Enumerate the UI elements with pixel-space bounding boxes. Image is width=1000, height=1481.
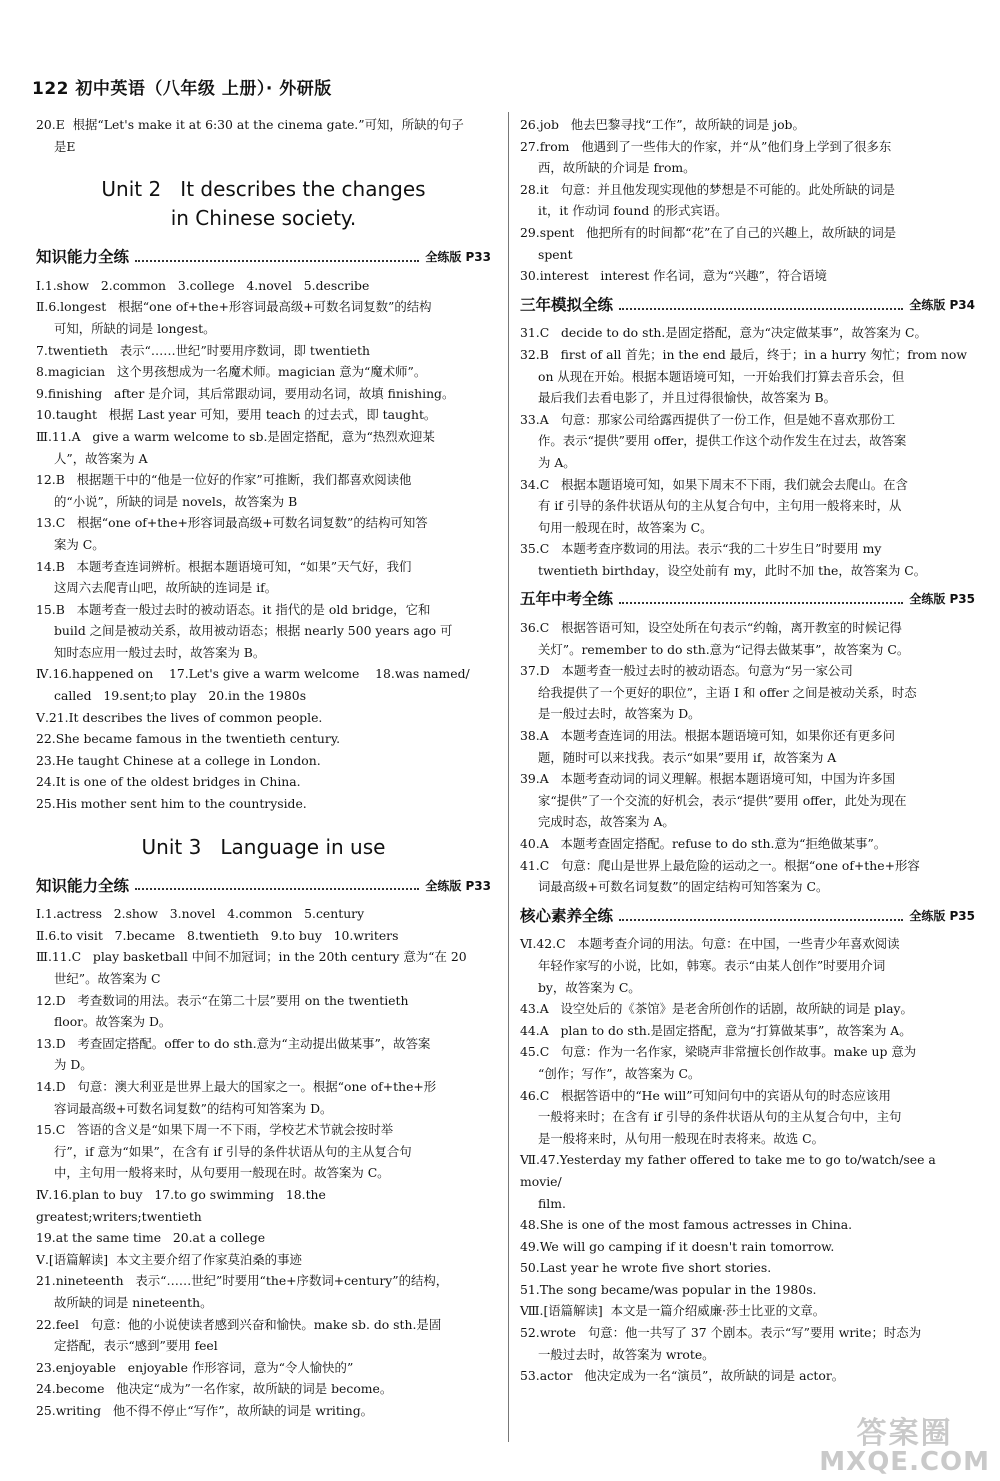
section-title: 知识能力全练 [36,876,130,895]
text-line: film. [538,1195,566,1211]
text-line: 12.D 考查数词的用法。表示“在第二十层”要用 on the twentieth [36,992,409,1008]
text-line: Unit 2 It describes the changes [101,177,426,202]
section-header-knowledge-1 [36,247,491,269]
text-line: it，it 作动词 found 的形式宾语。 [538,203,728,219]
text-line: 28.it 句意：并且他发现实现他的梦想是不可能的。此处所缺的词是 [520,181,896,197]
text-line: 27.from 他遇到了一些伟大的作家，并“从”他们身上学到了很多东 [520,138,892,154]
text-line: Ⅷ.[语篇解读] 本文是一篇介绍威廉·莎士比亚的文章。 [520,1303,826,1319]
watermark-line1: 答案圈 [856,1416,953,1451]
text-line: 定搭配，表示“感到”要用 feel [54,1338,218,1354]
text-line: in Chinese society. [170,206,357,231]
dotted-leader [619,308,903,310]
text-line: Ⅰ.1.show 2.common 3.college 4.novel 5.describe [36,277,370,293]
dotted-leader [619,602,903,604]
text-line: spent [538,246,573,262]
text-line: 38.A 本题考查连词的用法。根据本题语境可知，如果你还有更多问 [520,728,896,744]
text-line: 14.B 本题考查连词辨析。根据本题语境可知，“如果”天气好，我们 [36,558,412,574]
text-line: 14.D 句意：澳大利亚是世界上最大的国家之一。根据“one of+the+形 [36,1078,437,1094]
text-line: 20.E 根据“Let's make it at 6:30 at the cinema gate.”可知，所缺的句子 [36,117,464,132]
text-line: Ⅴ.21.It describes the lives of common people. [36,709,323,725]
text-line: 21.nineteenth 表示“……世纪”时要用“the+序数词+century”的结构， [36,1273,449,1289]
text-line: 完成时态，故答案为 A。 [538,814,675,830]
watermark-line2: MXQE.COM [819,1447,990,1477]
text-line: 30.interest interest 作名词，意为“兴趣”，符合语境 [520,268,827,284]
text-line: 9.finishing after 是介词，其后常跟动词，要用动名词，故填 finishing。 [36,385,455,401]
section-header-core [520,906,975,928]
text-line: 35.C 本题考查序数词的用法。表示“我的二十岁生日”时要用 my [520,541,882,557]
text-line: Ⅲ.11.A give a warm welcome to sb.是固定搭配，意为“热烈欢迎某 [36,428,435,444]
section-title: 知识能力全练 [36,248,130,267]
text-line: 是E [54,138,76,154]
left-top-block [36,114,491,157]
text-line: 一般将来时；在含有 if 引导的条件状语从句的主从复合句中，主句 [538,1109,902,1125]
text-line: 世纪”。故答案为 C [54,971,161,986]
text-line: build 之间是被动关系，故用被动语态；根据 nearly 500 years ago 可 [54,623,453,639]
section-page: 全练版 P33 [425,878,491,893]
text-line: 36.C 根据答语可知，设空处所在句表示“约翰，离开教室的时候记得 [520,620,902,636]
text-line: 41.C 句意：爬山是世界上最危险的运动之一。根据“one of+the+形容 [520,857,920,873]
right-top-block [520,114,975,287]
text-line: 13.C 根据“one of+the+形容词最高级+可数名词复数”的结构可知答 [36,515,428,531]
text-line: 45.C 句意：作为一名作家，梁晓声非常擅长创作故事。make up 意为 [520,1044,917,1060]
text-line: 23.enjoyable enjoyable 作形容词，意为“令人愉快的” [36,1359,354,1375]
section-title: 核心素养全练 [520,906,614,925]
text-line: 24.It is one of the oldest bridges in China. [36,774,301,790]
text-line: Ⅶ.47.Yesterday my father offered to take me to go to/watch/see a movie/ [520,1152,940,1189]
text-line: Ⅱ.6.longest 根据“one of+the+形容词最高级+可数名词复数”的结构 [36,299,432,315]
text-line: 53.actor 他决定成为一名“演员”，故所缺的词是 actor。 [520,1368,845,1384]
text-line: 年轻作家写的小说，比如，韩寒。表示“由某人创作”时要用介词 [538,957,886,973]
text-line: 26.job 他去巴黎寻找“工作”，故所缺的词是 job。 [520,117,805,132]
text-line: 22.feel 句意：他的小说使读者感到兴奋和愉快。make sb. do sth.是固 [36,1316,442,1332]
text-line: 23.He taught Chinese at a college in London. [36,752,321,768]
text-line: 24.become 他决定“成为”一名作家，故所缺的词是 become。 [36,1381,393,1397]
text-line: 29.spent 他把所有的时间都“花”在了自己的兴趣上，故所缺的词是 [520,224,897,240]
text-line: 46.C 根据答语中的“He will”可知问句中的宾语从句的时态应该用 [520,1087,891,1103]
page-header: 122 初中英语（八年级 上册）· 外研版 [32,79,332,99]
text-line: 44.A plan to do sth.是固定搭配，意为“打算做某事”，故答案为 A。 [520,1022,912,1038]
dotted-leader [135,888,419,890]
text-line: 39.A 本题考查动词的词义理解。根据本题语境可知，中国为许多国 [520,771,896,787]
text-line: 40.A 本题考查固定搭配。refuse to do sth.意为“拒绝做某事”。 [520,836,887,851]
text-line: 48.She is one of the most famous actresses in China. [520,1217,853,1233]
section-body-knowledge-2 [36,903,491,1421]
section-title: 五年中考全练 [520,590,614,609]
text-line: 19.at the same time 20.at a college [36,1230,266,1246]
text-line: 15.B 本题考查一般过去时的被动语态。it 指代的是 old bridge，它和 [36,601,431,617]
section-page: 全练版 P34 [909,297,975,312]
section-body-knowledge-1 [36,275,491,815]
text-line: 一般过去时，故答案为 wrote。 [538,1346,715,1362]
text-line: 家“提供”了一个交流的好机会，表示“提供”要用 offer，此处为现在 [538,792,907,808]
text-line: 可知，所缺的词是 longest。 [54,320,216,336]
text-line: 22.She became famous in the twentieth century. [36,731,341,747]
text-line: 词最高级+可数名词复数”的固定结构可知答案为 C。 [538,879,829,895]
text-line: twentieth birthday，设空处前有 my，此时不加 the，故答案为 C。 [538,562,927,578]
text-line: 50.Last year he wrote five short stories. [520,1260,772,1276]
section-body-five-year [520,617,975,898]
text-line: 33.A 句意：那家公司给露西提供了一份工作，但是她不喜欢那份工 [520,411,896,427]
text-line: Ⅴ.[语篇解读] 本文主要介绍了作家莫泊桑的事迹 [36,1251,302,1267]
text-line: by，故答案为 C。 [538,979,641,995]
text-line: 有 if 引导的条件状语从句的主从复合句中，主句用一般将来时，从 [538,498,902,514]
text-line: 7.twentieth 表示“……世纪”时要用序数词，即 twentieth [36,342,370,358]
text-line: 关灯”。remember to do sth.意为“记得去做某事”，故答案为 C。 [538,641,910,657]
text-line: Ⅲ.11.C play basketball 中间不加冠词；in the 20th century 意为“在 20 [36,949,467,965]
section-page: 全练版 P35 [909,592,975,607]
text-line: “创作；写作”，故答案为 C。 [538,1065,701,1081]
text-line: 中，主句用一般将来时，从句要用一般现在时。故答案为 C。 [54,1165,390,1181]
section-body-core [520,933,975,1386]
text-line: floor。故答案为 D。 [54,1014,172,1030]
text-line: 52.wrote 句意：他一共写了 37 个剧本。表示“写”要用 write；时态为 [520,1325,922,1341]
text-line: Ⅵ.42.C 本题考查介词的用法。句意：在中国，一些青少年喜欢阅读 [520,936,900,952]
text-line: 15.C 答语的含义是“如果下周一不下雨，学校艺术节就会按时举 [36,1122,394,1138]
text-line: Ⅰ.1.actress 2.show 3.novel 4.common 5.century [36,906,365,922]
text-line: 是一般将来时，从句用一般现在时表将来。故选 C。 [538,1130,825,1146]
text-line: 为 A。 [538,454,576,470]
unit3-title [36,833,491,862]
text-line: 行”，if 意为“如果”，在含有 if 引导的条件状语从句的主从复合句 [54,1143,412,1159]
text-line: 25.writing 他不得不停止“写作”，故所缺的词是 writing。 [36,1402,374,1418]
column-divider [508,112,509,1442]
text-line: Ⅳ.16.plan to buy 17.to go swimming 18.the greatest;writers;twentieth [36,1186,330,1224]
section-title: 三年模拟全练 [520,295,614,314]
section-body-three-year [520,322,975,581]
text-line: 34.C 根据本题语境可知，如果下周末不下雨，我们就会去爬山。在含 [520,476,908,492]
text-line: called 19.sent;to play 20.in the 1980s [54,688,307,704]
text-line: 8.magician 这个男孩想成为一名魔术师。magician 意为“魔术师”。 [36,364,427,380]
text-line: 10.taught 根据 Last year 可知，要用 teach 的过去式，即 taught。 [36,407,437,423]
unit2-title [36,175,491,233]
text-line: 西，故所缺的介词是 from。 [538,160,696,176]
text-line: 案为 C。 [54,536,105,552]
text-line: 故所缺的词是 nineteenth。 [54,1294,213,1310]
text-line: Unit 3 Language in use [141,834,386,859]
text-line: 为 D。 [54,1057,93,1073]
text-line: 容词最高级+可数名词复数”的结构可知答案为 D。 [54,1100,333,1116]
text-line: 37.D 本题考查一般过去时的被动语态。句意为“另一家公司 [520,663,853,679]
watermark [819,1416,990,1477]
text-line: 最后我们去看电影了，并且过得很愉快，故答案为 B。 [538,390,837,406]
text-line: 的“小说”，所缺的词是 novels，故答案为 B [54,493,298,509]
text-line: on 从现在开始。根据本题语境可知，一开始我们打算去音乐会，但 [538,368,905,384]
text-line: 是一般过去时，故答案为 D。 [538,706,701,722]
text-line: Ⅳ.16.happened on 17.Let's give a warm welcome 18.was named/ [36,666,470,682]
text-line: 给我提供了一个更好的职位”，主语 I 和 offer 之间是被动关系，时态 [538,684,917,700]
section-header-three-year [520,295,975,317]
text-line: 49.We will go camping if it doesn't rain tomorrow. [520,1238,835,1254]
text-line: 43.A 设空处后的《茶馆》是老舍所创作的话剧，故所缺的词是 play。 [520,1001,913,1017]
text-line: 题，随时可以来找我。表示“如果”要用 if，故答案为 A [538,749,837,765]
text-line: 句用一般现在时，故答案为 C。 [538,519,713,535]
right-column [520,114,975,1387]
text-line: Ⅱ.6.to visit 7.became 8.twentieth 9.to buy 10.writers [36,927,399,943]
text-line: 32.B first of all 首先；in the end 最后，终于；in a hurry 匆忙；from now [520,346,967,362]
section-page: 全练版 P35 [909,908,975,923]
text-line: 人”，故答案为 A [54,450,148,466]
dotted-leader [619,919,903,921]
text-line: 31.C decide to do sth.是固定搭配，意为“决定做某事”，故答案为 C。 [520,325,927,341]
text-line: 这周六去爬青山吧，故所缺的连词是 if。 [54,580,278,596]
text-line: 12.B 根据题干中的“他是一位好的作家”可推断，我们都喜欢阅读他 [36,472,412,488]
text-line: 作。表示“提供”要用 offer，提供工作这个动作发生在过去，故答案 [538,433,907,449]
dotted-leader [135,260,419,262]
section-header-five-year [520,589,975,611]
text-line: 知时态应用一般过去时，故答案为 B。 [54,644,266,660]
text-line: 25.His mother sent him to the countryside. [36,796,307,812]
section-header-knowledge-2 [36,876,491,898]
text-line: 13.D 考查固定搭配。offer to do sth.意为“主动提出做某事”，故答案 [36,1035,431,1051]
section-page: 全练版 P33 [425,250,491,265]
left-column [36,114,491,1421]
text-line: 51.The song became/was popular in the 1980s. [520,1281,817,1297]
